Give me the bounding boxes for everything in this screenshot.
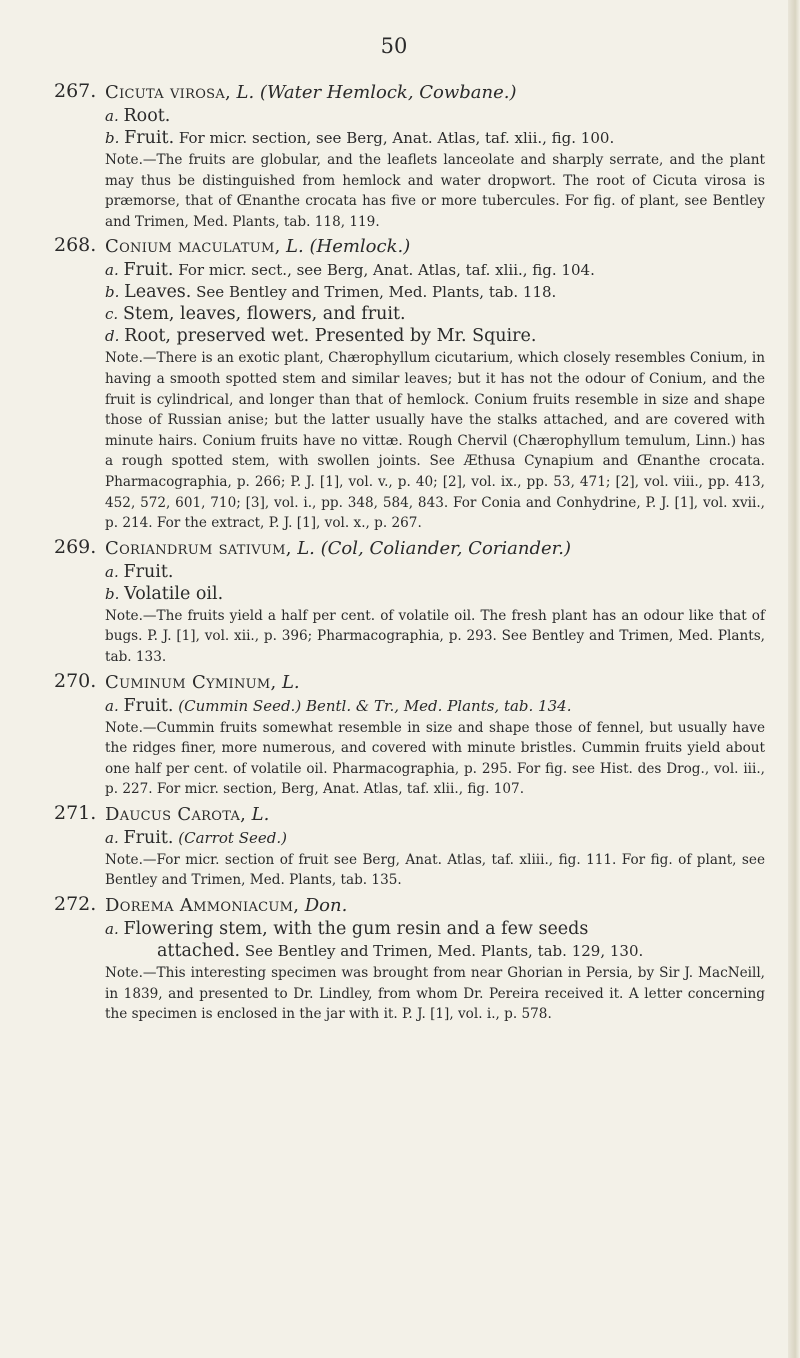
item-d: d. Root, preserved wet. Presented by Mr. Squire. — [105, 326, 537, 347]
entry-number: 272. — [54, 893, 97, 916]
entry-note: Note.—For micr. section of fruit see Berg, Anat. Atlas, taf. xliii., fig. 111. For fig. of plant, see Bentley and Trimen, Med. Plants, tab. 135. — [105, 851, 765, 889]
entry-number: 271. — [54, 801, 97, 824]
item-b: b. Leaves. See Bentley and Trimen, Med. Plants, tab. 118. — [105, 282, 557, 303]
entry-note: Note.—There is an exotic plant, Chærophyllum cicutarium, which closely resembles Conium, in having a smooth spotted stem and similar leaves; but it has not the odour of Conium, and the fruit is cylindrical, and longer than that of hemlock. Conium fruits resemble in size and shape those of Russian anise; but the latter usually have the stalks attached, and are covered with minute hairs. Conium fruits have no vittæ. Rough Chervil (Chærophyllum temulum, Linn.) has a rough spotted stem, with swollen joints. See Æthusa Cynapium and Œnanthe crocata. Pharmacographia, p. 266; P. J. [1], vol. v., p. 40; [2], vol. ix., pp. 53, 471; [2], vol. viii., pp. 413, 452, 572, 601, 710; [3], vol. i., pp. 348, 584, 843. For Conia and Conhydrine, P. J. [1], vol. xvii., p. 214. For the extract, P. J. [1], vol. x., p. 267. — [105, 350, 765, 532]
entry-272 — [54, 893, 765, 1025]
entry-note: Note.—Cummin fruits somewhat resemble in size and shape those of fennel, but usually have the ridges finer, more numerous, and covered with minute bristles. Cummin fruits yield about one half per cent. of volatile oil. Pharmacographia, p. 295. For fig. see Hist. des Drog., vol. iii., p. 227. For micr. section, Berg, Anat. Atlas, taf. xlii., fig. 107. — [105, 719, 765, 798]
entry-heading: Dorema Ammoniacum, Don. — [105, 895, 348, 917]
item-a: a. Fruit. — [105, 561, 174, 582]
entry-271 — [54, 801, 765, 891]
entry-note: Note.—The fruits are globular, and the leaflets lanceolate and sharply serrate, and the plant may thus be distinguished from hemlock and water dropwort. The root of Cicuta virosa is præmorse, that of Œnanthe crocata has five or more tubercules. For fig. of plant, see Bentley and Trimen, Med. Plants, tab. 118, 119. — [105, 152, 765, 230]
entry-number: 270. — [54, 669, 97, 692]
entry-267 — [54, 80, 765, 232]
item-a-cont: attached. See Bentley and Trimen, Med. Plants, tab. 129, 130. — [157, 941, 644, 962]
entry-268 — [54, 234, 765, 533]
item-c: c. Stem, leaves, flowers, and fruit. — [105, 304, 406, 325]
entry-heading: Cicuta virosa, L. (Water Hemlock, Cowbane.) — [105, 82, 517, 103]
entry-number: 268. — [54, 234, 97, 257]
entry-note: Note.—The fruits yield a half per cent. of volatile oil. The fresh plant has an odour like that of bugs. P. J. [1], vol. xii., p. 396; Pharmacographia, p. 293. See Bentley and Trimen, Med. Plants, tab. 133. — [105, 607, 765, 665]
item-a: a. Fruit. (Carrot Seed.) — [105, 827, 287, 848]
item-b: b. Fruit. For micr. section, see Berg, Anat. Atlas, taf. xlii., fig. 100. — [105, 128, 615, 148]
entry-heading: Coriandrum sativum, L. (Col, Coliander, Coriander.) — [105, 537, 572, 559]
entry-heading: Conium maculatum, L. (Hemlock.) — [105, 236, 411, 258]
entry-note: Note.—This interesting specimen was brought from near Ghorian in Persia, by Sir J. MacNeill, in 1839, and presented to Dr. Lindley, from whom Dr. Pereira received it. A letter concerning the specimen is enclosed in the jar with it. P. J. [1], vol. i., p. 578. — [105, 965, 765, 1023]
item-a: a. Fruit. (Cummin Seed.) Bentl. & Tr., Med. Plants, tab. 134. — [105, 695, 572, 716]
item-a: a. Flowering stem, with the gum resin and a few seeds — [105, 919, 589, 940]
entry-number: 267. — [54, 80, 97, 102]
item-a: a. Root. — [105, 106, 171, 126]
entry-heading: Daucus Carota, L. — [105, 803, 270, 825]
entry-heading: Cuminum Cyminum, L. — [105, 671, 300, 693]
page-edge — [788, 0, 800, 1358]
entry-270 — [54, 669, 765, 800]
page-number: 50 — [380, 34, 408, 58]
entry-269 — [54, 535, 765, 668]
item-b: b. Volatile oil. — [105, 583, 224, 604]
item-a: a. Fruit. For micr. sect., see Berg, Anat. Atlas, taf. xlii., fig. 104. — [105, 260, 595, 281]
entry-number: 269. — [54, 535, 97, 558]
page-content — [54, 78, 765, 1025]
